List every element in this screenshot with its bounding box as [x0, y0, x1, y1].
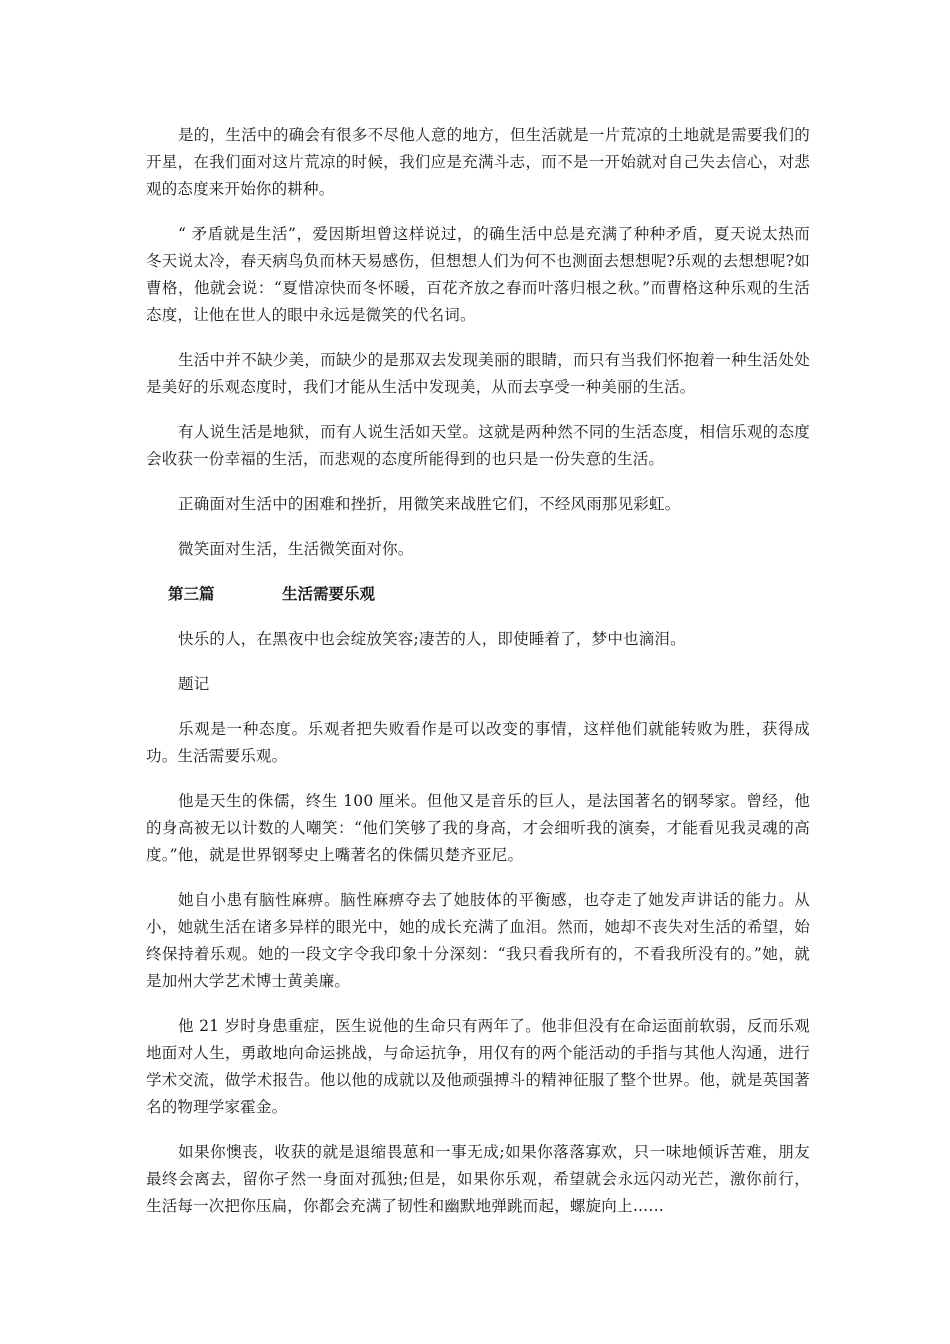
- paragraph: 他是天生的侏儒，终生 100 厘米。但他又是音乐的巨人，是法国著名的钢琴家。曾经，他的身高被无以计数的人嘲笑：“他们笑够了我的身高，才会细听我的演奏，才能看见我灵魂的高度。”他，就是世界钢琴史上嘴著名的侏儒贝楚齐亚尼。: [146, 792, 810, 864]
- paragraph: 如果你懊丧，收获的就是退缩畏葸和一事无成;如果你落落寡欢，只一味地倾诉苦难，朋友最终会离去，留你孑然一身面对孤独;但是，如果你乐观，希望就会永远闪动光芒，激你前行，生活每一次把你压扁，你都会充满了韧性和幽默地弹跳而起，螺旋向上……: [146, 1143, 810, 1215]
- section-heading: [168, 581, 810, 608]
- paragraph: 正确面对生活中的困难和挫折，用微笑来战胜它们，不经风雨那见彩虹。: [178, 495, 681, 513]
- paragraph: 生活中并不缺少美，而缺少的是那双去发现美丽的眼睛，而只有当我们怀抱着一种生活处处是美好的乐观态度时，我们才能从生活中发现美，从而去享受一种美丽的生活。: [146, 351, 810, 396]
- paragraph: 快乐的人，在黑夜中也会绽放笑容;凄苦的人，即使睡着了，梦中也滴泪。: [178, 630, 686, 648]
- paragraph: 是的，生活中的确会有很多不尽他人意的地方，但生活就是一片荒凉的土地就是需要我们的开星，在我们面对这片荒凉的时候，我们应是充满斗志，而不是一开始就对自己失去信心，对悲观的态度来开始你的耕种。: [146, 126, 810, 198]
- document-body: [146, 122, 810, 1238]
- section-title: 生活需要乐观: [282, 585, 376, 603]
- paragraph: 他 21 岁时身患重症，医生说他的生命只有两年了。他非但没有在命运面前软弱，反而乐观地面对人生，勇敢地向命运挑战，与命运抗争，用仅有的两个能活动的手指与其他人沟通，进行学术交流，做学术报告。他以他的成就以及他顽强搏斗的精神征服了整个世界。他，就是英国著名的物理学家霍金。: [146, 1017, 810, 1116]
- paragraph: 她自小患有脑性麻痹。脑性麻痹夺去了她肢体的平衡感，也夺走了她发声讲话的能力。从小，她就生活在诸多异样的眼光中，她的成长充满了血泪。然而，她却不丧失对生活的希望，始终保持着乐观。她的一段文字令我印象十分深刻：“我只看我所有的，不看我所没有的。”她，就是加州大学艺术博士黄美廉。: [146, 891, 810, 990]
- epigraph-label: 题记: [178, 675, 210, 693]
- paragraph: 乐观是一种态度。乐观者把失败看作是可以改变的事情，这样他们就能转败为胜，获得成功。生活需要乐观。: [146, 720, 810, 765]
- paragraph: “ 矛盾就是生活”，爱因斯坦曾这样说过，的确生活中总是充满了种种矛盾，夏天说太热而冬天说太冷，春天病鸟负而林天易感伤，但想想人们为何不也测面去想想呢?乐观的去想想呢?如曹格，他就会说：“夏惜凉快而冬怀暖，百花齐放之春而叶落归根之秋。”而曹格这种乐观的生活态度，让他在世人的眼中永远是微笑的代名词。: [146, 225, 810, 324]
- paragraph: 有人说生活是地狱，而有人说生活如天堂。这就是两种然不同的生活态度，相信乐观的态度会收获一份幸福的生活，而悲观的态度所能得到的也只是一份失意的生活。: [146, 423, 810, 468]
- paragraph: 微笑面对生活，生活微笑面对你。: [178, 540, 414, 558]
- section-number: 第三篇: [168, 585, 215, 603]
